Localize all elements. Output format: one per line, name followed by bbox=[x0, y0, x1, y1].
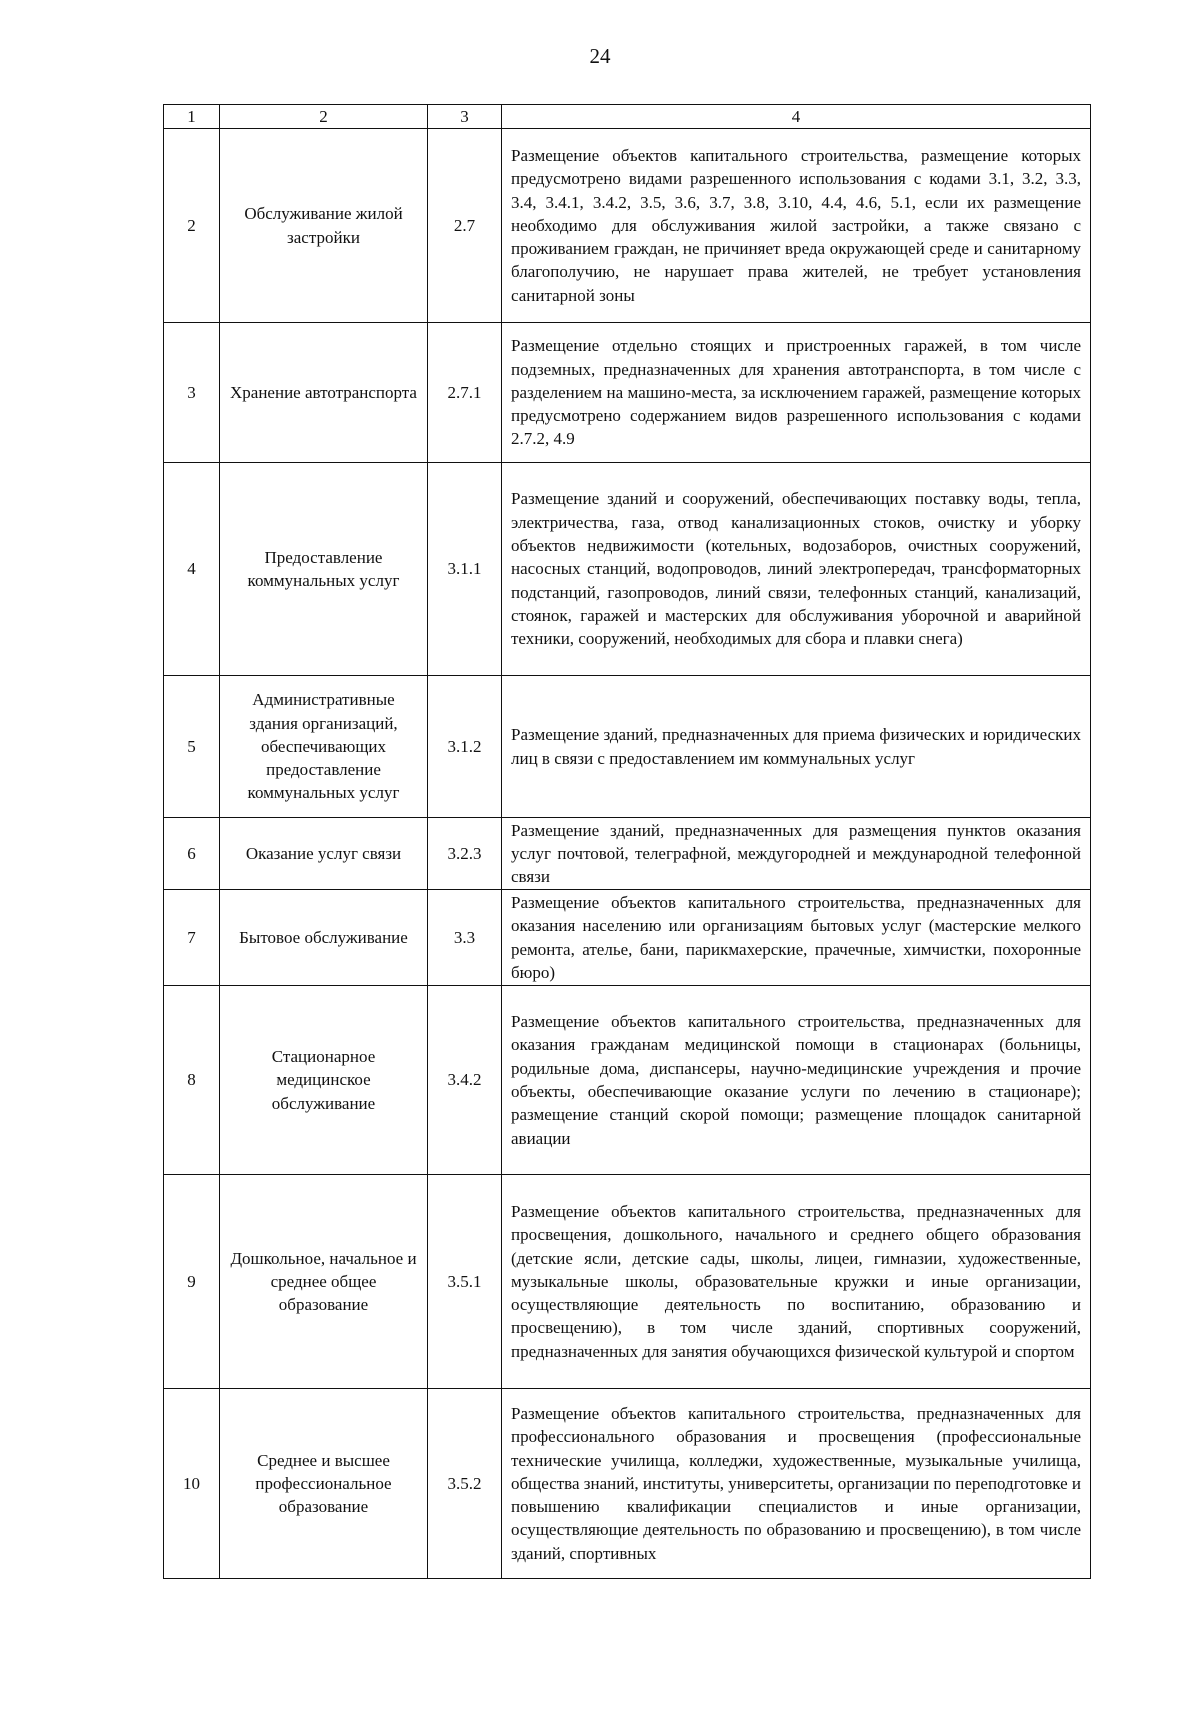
row-number: 2 bbox=[164, 129, 220, 323]
table-row bbox=[164, 463, 1091, 676]
table-row bbox=[164, 129, 1091, 323]
use-type-code: 3.1.2 bbox=[428, 676, 502, 818]
table-row bbox=[164, 1389, 1091, 1579]
use-type-code: 2.7.1 bbox=[428, 323, 502, 463]
land-use-table bbox=[163, 104, 1091, 1579]
row-number: 3 bbox=[164, 323, 220, 463]
table-row bbox=[164, 1175, 1091, 1389]
table-row bbox=[164, 818, 1091, 890]
header-col-2: 2 bbox=[220, 105, 428, 129]
table-row bbox=[164, 676, 1091, 818]
header-col-3: 3 bbox=[428, 105, 502, 129]
row-number: 7 bbox=[164, 890, 220, 986]
use-type-code: 3.5.2 bbox=[428, 1389, 502, 1579]
row-number: 9 bbox=[164, 1175, 220, 1389]
table-header-row bbox=[164, 105, 1091, 129]
use-type-name: Дошкольное, начальное и среднее общее образование bbox=[220, 1175, 428, 1389]
table-row bbox=[164, 986, 1091, 1175]
use-type-description: Размещение зданий, предназначенных для приема физических и юридических лиц в связи с предоставлением им коммунальных услуг bbox=[502, 676, 1091, 818]
use-type-name: Оказание услуг связи bbox=[220, 818, 428, 890]
use-type-name: Хранение автотранспорта bbox=[220, 323, 428, 463]
row-number: 5 bbox=[164, 676, 220, 818]
use-type-description: Размещение объектов капитального строительства, предназначенных для профессионального образования и просвещения (профессиональные технические училища, колледжи, художественные, музыкальные училища, общества знаний, институты, университеты, организации по переподготовке и повышению квалификации специалистов и иные организации, осуществляющие деятельность по образованию и просвещению), в том числе зданий, спортивных bbox=[502, 1389, 1091, 1579]
table-row bbox=[164, 323, 1091, 463]
use-type-code: 3.5.1 bbox=[428, 1175, 502, 1389]
use-type-name: Обслуживание жилой застройки bbox=[220, 129, 428, 323]
use-type-code: 2.7 bbox=[428, 129, 502, 323]
use-type-description: Размещение объектов капитального строительства, предназначенных для просвещения, дошкольного, начального и среднего общего образования (детские ясли, детские сады, школы, лицеи, гимназии, художественные, музыкальные школы, образовательные кружки и иные организации, осуществляющие деятельность по воспитанию, образованию и просвещению), в том числе зданий, спортивных сооружений, предназначенных для занятия обучающихся физической культурой и спортом bbox=[502, 1175, 1091, 1389]
use-type-name: Среднее и высшее профессиональное образование bbox=[220, 1389, 428, 1579]
use-type-code: 3.2.3 bbox=[428, 818, 502, 890]
use-type-code: 3.4.2 bbox=[428, 986, 502, 1175]
use-type-description: Размещение объектов капитального строительства, предназначенных для оказания населению или организациям бытовых услуг (мастерские мелкого ремонта, ателье, бани, парикмахерские, прачечные, химчистки, похоронные бюро) bbox=[502, 890, 1091, 986]
table-row bbox=[164, 890, 1091, 986]
use-type-description: Размещение отдельно стоящих и пристроенных гаражей, в том числе подземных, предназначенных для хранения автотранспорта, в том числе с разделением на машино-места, за исключением гаражей, размещение которых предусмотрено содержанием видов разрешенного использования с кодами 2.7.2, 4.9 bbox=[502, 323, 1091, 463]
use-type-description: Размещение объектов капитального строительства, размещение которых предусмотрено видами разрешенного использования с кодами 3.1, 3.2, 3.3, 3.4, 3.4.1, 3.4.2, 3.5, 3.6, 3.7, 3.8, 3.10, 4.4, 4.6, 5.1, если их размещение необходимо для обслуживания жилой застройки, а также связано с проживанием граждан, не причиняет вреда окружающей среде и санитарному благополучию, не нарушает права жителей, не требует установления санитарной зоны bbox=[502, 129, 1091, 323]
row-number: 4 bbox=[164, 463, 220, 676]
use-type-description: Размещение зданий, предназначенных для размещения пунктов оказания услуг почтовой, телеграфной, междугородней и международной телефонной связи bbox=[502, 818, 1091, 890]
row-number: 6 bbox=[164, 818, 220, 890]
use-type-name: Бытовое обслуживание bbox=[220, 890, 428, 986]
row-number: 8 bbox=[164, 986, 220, 1175]
header-col-1: 1 bbox=[164, 105, 220, 129]
use-type-code: 3.1.1 bbox=[428, 463, 502, 676]
page-number: 24 bbox=[589, 44, 611, 68]
header-col-4: 4 bbox=[502, 105, 1091, 129]
use-type-name: Предоставление коммунальных услуг bbox=[220, 463, 428, 676]
use-type-code: 3.3 bbox=[428, 890, 502, 986]
row-number: 10 bbox=[164, 1389, 220, 1579]
use-type-description: Размещение зданий и сооружений, обеспечивающих поставку воды, тепла, электричества, газа, отвод канализационных стоков, очистку и уборку объектов недвижимости (котельных, водозаборов, очистных сооружений, насосных станций, водопроводов, линий электропередач, трансформаторных подстанций, газопроводов, линий связи, телефонных станций, канализаций, стоянок, гаражей и мастерских для обслуживания уборочной и аварийной техники, сооружений, необходимых для сбора и плавки снега) bbox=[502, 463, 1091, 676]
use-type-name: Административные здания организаций, обеспечивающих предоставление коммунальных услуг bbox=[220, 676, 428, 818]
use-type-name: Стационарное медицинское обслуживание bbox=[220, 986, 428, 1175]
use-type-description: Размещение объектов капитального строительства, предназначенных для оказания гражданам медицинской помощи в стационарах (больницы, родильные дома, диспансеры, научно-медицинские учреждения и прочие объекты, обеспечивающие оказание услуги по лечению в стационаре); размещение станций скорой помощи; размещение площадок санитарной авиации bbox=[502, 986, 1091, 1175]
